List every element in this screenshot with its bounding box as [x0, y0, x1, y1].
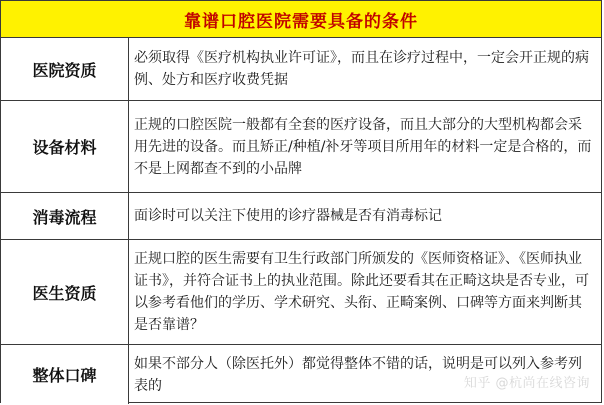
row-content: 必须取得《医疗机构执业许可证》，而且在诊疗过程中，一定会开正规的病例、处方和医疗收费凭据: [134, 50, 589, 88]
table-row-hospital-qualification: [1, 38, 601, 101]
row-label: 医生资质: [1, 240, 129, 344]
row-content: 正规的口腔医院一般都有全套的医疗设备，而且大部分的大型机构都会采用先进的设备。而且矫正/种植/补牙等项目所用年的材料一定是合格的，而不是上网都查不到的小品牌: [134, 116, 592, 177]
row-label: 医院资质: [1, 38, 129, 100]
table-row-disinfection: [1, 193, 601, 240]
row-label: 整体口碑: [1, 345, 129, 404]
table-row-doctor-qualification: [1, 240, 601, 345]
row-content: 正规口腔的医生需要有卫生行政部门所颁发的《医师资格证》、《医师执业证书》，并符合证书上的执业范围。除此还要看其在正畸这块是否专业，可以参考看他们的学历、学术研究、头衔、正畸案例、口碑等方面来判断其是否靠谱？: [134, 251, 589, 333]
row-label: 消毒流程: [1, 193, 129, 239]
row-content: 面诊时可以关注下使用的诊疗器械是否有消毒标记: [134, 208, 442, 224]
row-content: 如果不部分人（除医托外）都觉得整体不错的话，说明是可以列入参考列表的: [134, 355, 582, 394]
watermark: 知乎 @杭尚在线咨询: [463, 376, 590, 391]
table-title: 靠谱口腔医院需要具备的条件: [1, 1, 601, 38]
table-row-equipment-materials: [1, 101, 601, 193]
row-label: 设备材料: [1, 101, 129, 192]
